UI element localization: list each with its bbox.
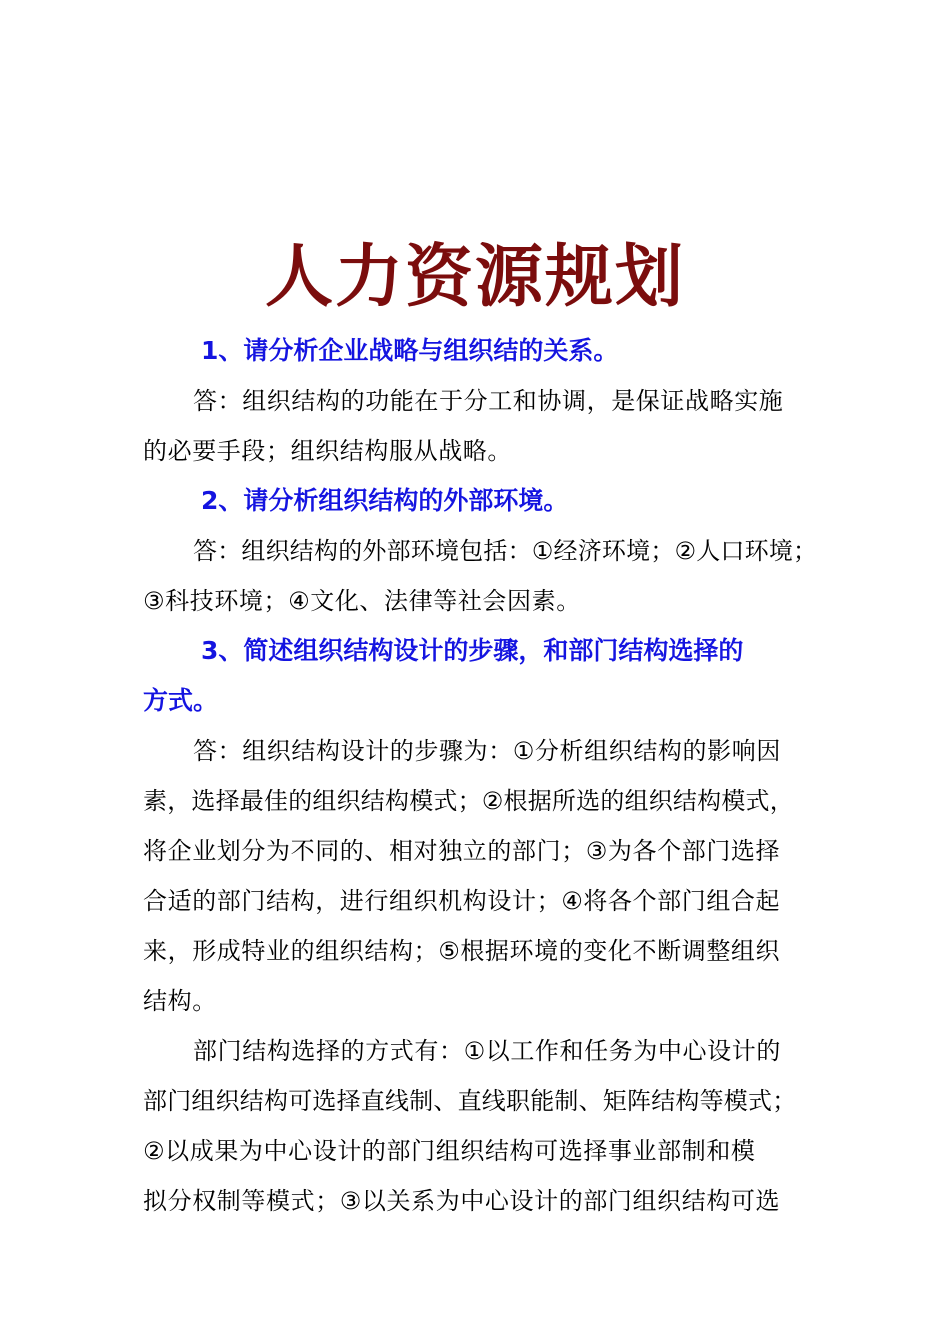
question-1: 1、请分析企业战略与组织结的关系。	[201, 336, 619, 365]
answer-3b-line-4: 拟分权制等模式；③以关系为中心设计的部门组织结构可选	[143, 1187, 781, 1215]
document-body	[143, 326, 818, 1226]
question-2: 2、请分析组织结构的外部环境。	[201, 486, 569, 515]
answer-2-line-2: ③科技环境；④文化、法律等社会因素。	[143, 587, 581, 615]
answer-1-line-2: 的必要手段；组织结构服从战略。	[143, 437, 512, 465]
answer-3-line-6: 结构。	[143, 987, 217, 1015]
answer-3-line-1: 答：组织结构设计的步骤为：①分析组织结构的影响因	[193, 737, 781, 765]
answer-3-line-2: 素，选择最佳的组织结构模式；②根据所选的组织结构模式，	[143, 787, 794, 815]
question-3-line-2: 方式。	[143, 686, 219, 715]
answer-3b-line-2: 部门组织结构可选择直线制、直线职能制、矩阵结构等模式；	[143, 1087, 797, 1115]
answer-3b-line-3: ②以成果为中心设计的部门组织结构可选择事业部制和模	[143, 1137, 756, 1165]
answer-3-line-4: 合适的部门结构，进行组织机构设计；④将各个部门组合起	[143, 887, 781, 915]
document-title: 人力资源规划	[264, 238, 685, 317]
answer-1-line-1: 答：组织结构的功能在于分工和协调，是保证战略实施	[193, 387, 784, 415]
answer-3-line-3: 将企业划分为不同的、相对独立的部门；③为各个部门选择	[143, 837, 781, 865]
question-3-line-1: 3、简述组织结构设计的步骤，和部门结构选择的	[201, 636, 744, 665]
answer-3-line-5: 来，形成特业的组织结构；⑤根据环境的变化不断调整组织	[143, 937, 781, 965]
answer-3b-line-1: 部门结构选择的方式有：①以工作和任务为中心设计的	[193, 1037, 781, 1065]
answer-2-line-1: 答：组织结构的外部环境包括：①经济环境；②人口环境；	[193, 537, 818, 565]
